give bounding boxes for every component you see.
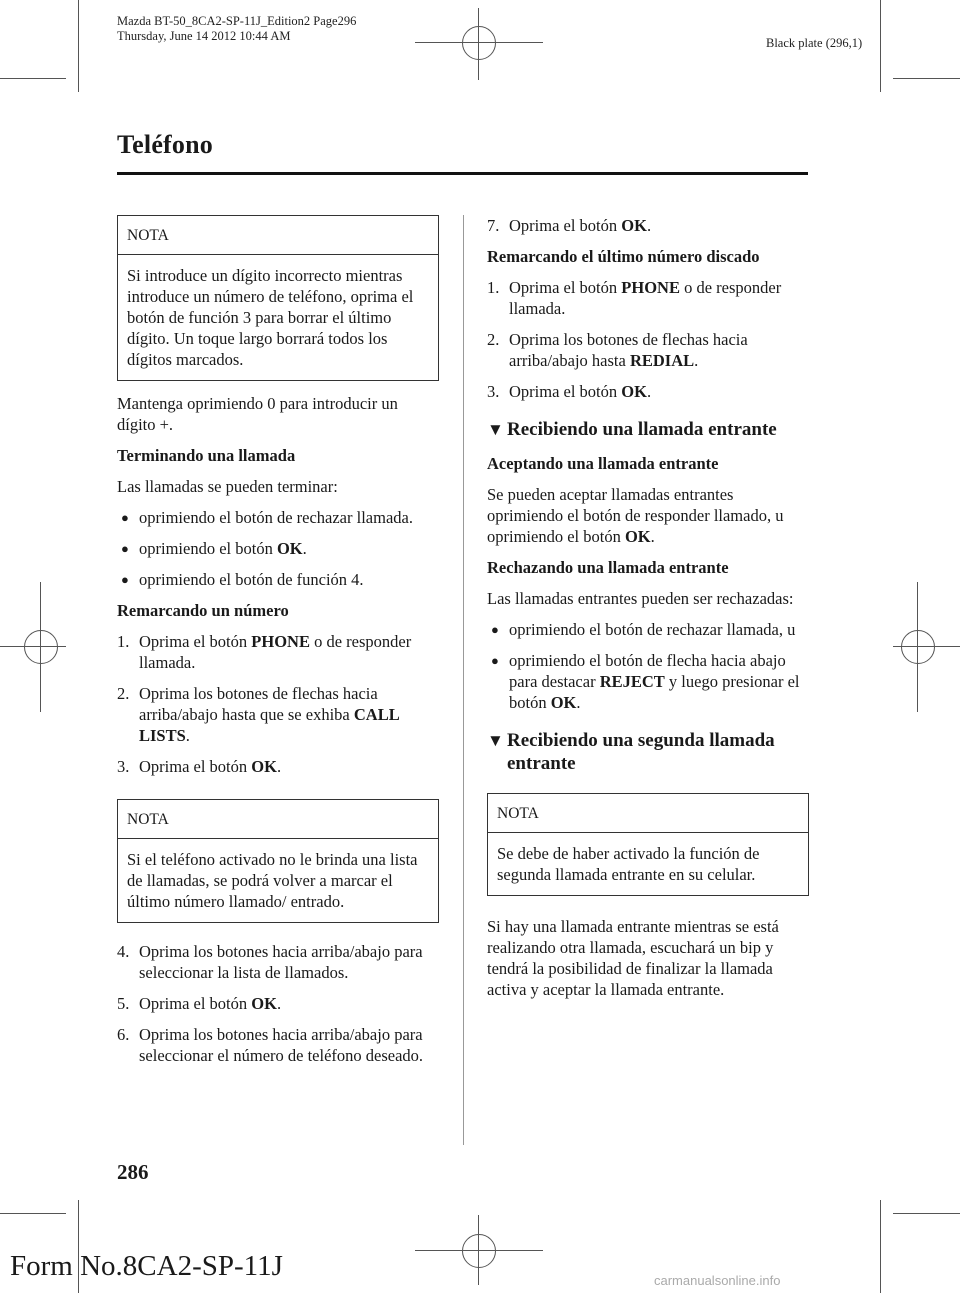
- section-rule: [117, 172, 808, 175]
- step-item: 4. Oprima los botones hacia arriba/abajo para seleccionar la lista de llamados.: [117, 942, 423, 982]
- step-item: 1. Oprima el botón PHONE o de responder llamada.: [117, 632, 412, 672]
- step-item: 3. Oprima el botón OK.: [117, 757, 282, 776]
- print-header-line1: Mazda BT-50_8CA2-SP-11J_Edition2 Page296: [117, 14, 357, 28]
- note-body: Se debe de haber activado la función de segunda llamada entrante en su celular.: [497, 844, 760, 884]
- print-header: [117, 14, 356, 44]
- crop-mark: [0, 1213, 66, 1214]
- dot-icon: ●: [491, 622, 499, 637]
- list-item: ● oprimiendo el botón de flecha hacia abajo para destacar REJECT y luego presionar el botón OK.: [491, 651, 800, 712]
- note-box: [117, 215, 439, 381]
- dot-icon: ●: [121, 572, 129, 587]
- dot-icon: ●: [491, 653, 499, 668]
- page-number: 286: [117, 1160, 149, 1184]
- step-item: 6. Oprima los botones hacia arriba/abajo para seleccionar el número de teléfono deseado.: [117, 1025, 424, 1065]
- dot-icon: ●: [121, 510, 129, 525]
- crop-mark: [0, 78, 66, 79]
- crop-mark: [880, 0, 881, 92]
- step-item: 3. Oprima el botón OK.: [487, 382, 652, 401]
- triangle-down-icon: ▼: [487, 420, 504, 439]
- list-item: ● oprimiendo el botón de rechazar llamada.: [121, 508, 413, 527]
- registration-mark: [901, 630, 935, 664]
- note-body: Si el teléfono activado no le brinda una lista de llamadas, se podrá volver a marcar el último número llamado/ entrado.: [127, 850, 418, 911]
- step-item: 1. Oprima el botón PHONE o de responder llamada.: [487, 278, 782, 318]
- note-heading: NOTA: [488, 794, 808, 833]
- right-column: [487, 215, 809, 1010]
- paragraph: Las llamadas entrantes pueden ser rechazadas:: [487, 589, 794, 608]
- step-item: 2. Oprima los botones de flechas hacia arriba/abajo hasta que se exhiba CALL LISTS.: [117, 684, 399, 745]
- note-box: [487, 793, 809, 896]
- step-item: 7. Oprima el botón OK.: [487, 216, 652, 235]
- registration-mark: [462, 1234, 496, 1268]
- paragraph: Mantenga oprimiendo 0 para introducir un dígito +.: [117, 394, 398, 434]
- subheading: Rechazando una llamada entrante: [487, 558, 729, 577]
- paragraph: Se pueden aceptar llamadas entrantes oprimiendo el botón de responder llamado, u oprimiendo el botón OK.: [487, 485, 784, 546]
- note-body: Si introduce un dígito incorrecto mientras introduce un número de teléfono, oprima el botón de función 3 para borrar el último dígito. Un toque largo borrará todos los dígitos marcados.: [127, 266, 414, 369]
- dot-icon: ●: [121, 541, 129, 556]
- subheading: Terminando una llamada: [117, 446, 296, 465]
- subheading: Remarcando un número: [117, 601, 289, 620]
- registration-mark: [24, 630, 58, 664]
- step-item: 5. Oprima el botón OK.: [117, 994, 282, 1013]
- triangle-down-icon: ▼: [487, 731, 504, 750]
- section-heading: ▼ Recibiendo una llamada entrante: [487, 419, 777, 440]
- crop-mark: [880, 1200, 881, 1293]
- subheading: Remarcando el último número discado: [487, 247, 760, 266]
- form-number: Form No.8CA2-SP-11J: [10, 1250, 283, 1282]
- paragraph: Si hay una llamada entrante mientras se está realizando otra llamada, escuchará un bip y tendrá la posibilidad de finalizar la llamada activa y aceptar la llamada entrante.: [487, 917, 779, 999]
- paragraph: Las llamadas se pueden terminar:: [117, 477, 338, 496]
- subheading: Aceptando una llamada entrante: [487, 454, 719, 473]
- list-item: ● oprimiendo el botón de función 4.: [121, 570, 364, 589]
- section-heading: ▼ Recibiendo una segunda llamada entrante: [487, 730, 775, 774]
- list-item: ● oprimiendo el botón OK.: [121, 539, 307, 558]
- watermark: carmanualsonline.info: [654, 1273, 781, 1288]
- note-box: [117, 799, 439, 923]
- section-title: Teléfono: [117, 130, 213, 159]
- crop-mark: [893, 78, 960, 79]
- note-heading: NOTA: [118, 216, 438, 255]
- crop-mark: [78, 0, 79, 92]
- note-heading: NOTA: [118, 800, 438, 839]
- step-item: 2. Oprima los botones de flechas hacia arriba/abajo hasta REDIAL.: [487, 330, 748, 370]
- plate-label: Black plate (296,1): [766, 36, 863, 50]
- list-item: ● oprimiendo el botón de rechazar llamada, u: [491, 620, 796, 639]
- print-header-line2: Thursday, June 14 2012 10:44 AM: [117, 29, 291, 43]
- crop-mark: [893, 1213, 960, 1214]
- column-divider: [463, 215, 464, 1145]
- left-column: [117, 215, 439, 1076]
- registration-mark: [462, 26, 496, 60]
